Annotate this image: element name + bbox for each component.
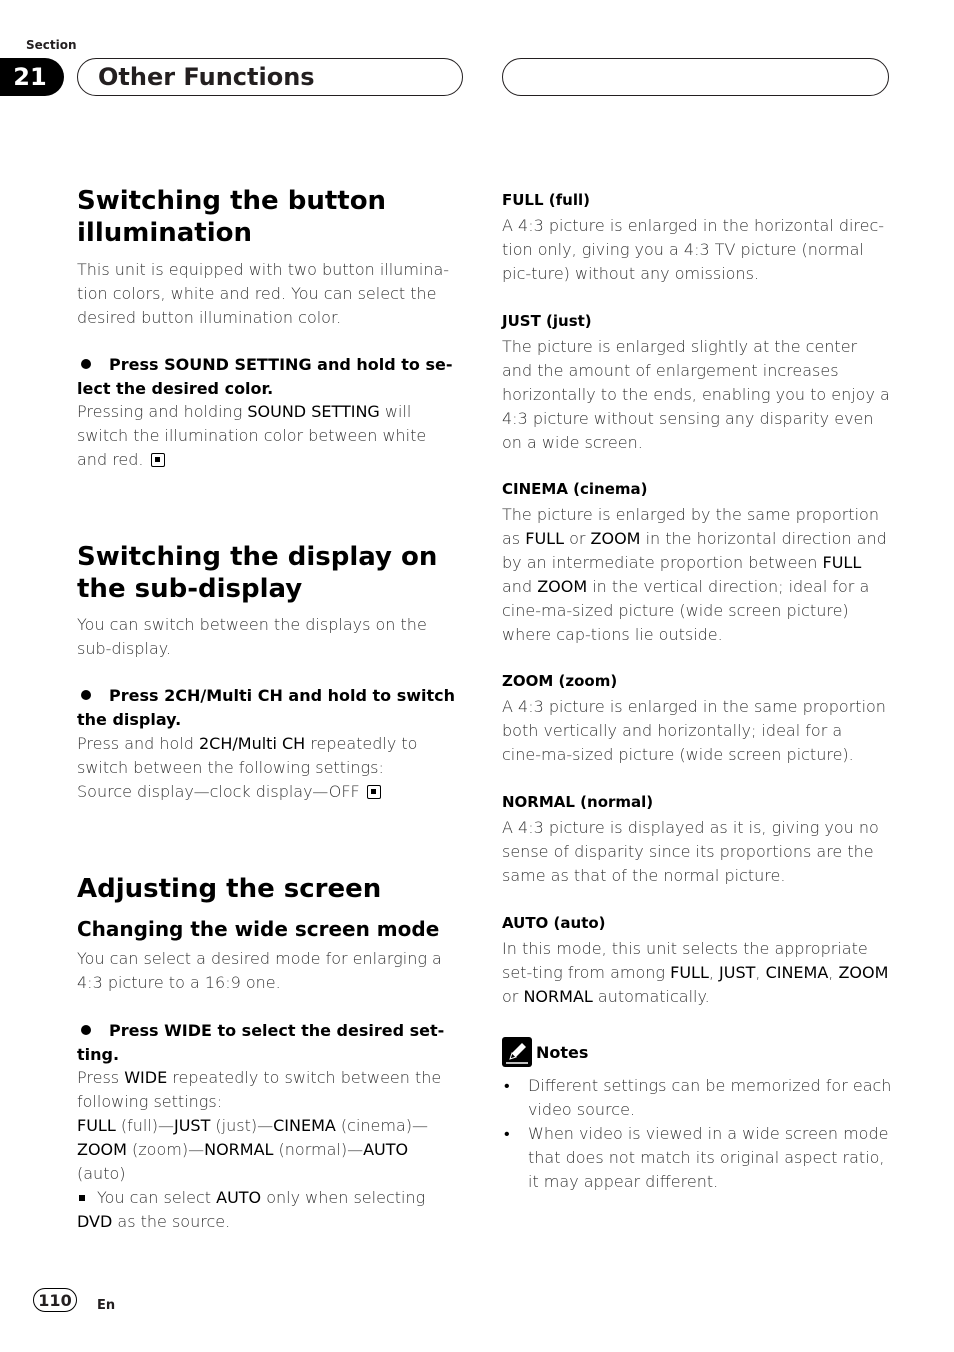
step-instruction (77, 1019, 457, 1067)
text: , (708, 963, 720, 982)
text: and (502, 577, 538, 596)
bold-term: ZOOM (537, 577, 588, 596)
text: (just)— (210, 1116, 274, 1135)
bold-term: CINEMA (765, 963, 829, 982)
mode-heading-zoom: ZOOM (zoom) (502, 672, 618, 690)
note-item: • When video is viewed in a wide screen mode that does not match its original aspect ratio, it may appear different. (502, 1122, 892, 1194)
text: Press (77, 1068, 125, 1087)
note-item: • Different settings can be memorized for each video source. (502, 1074, 892, 1122)
section-title (77, 58, 463, 96)
section-title-text: Other Functions (98, 63, 315, 91)
square-bullet-icon (79, 1195, 85, 1201)
mode-normal: NORMAL (204, 1140, 274, 1159)
notes-list (502, 1074, 892, 1194)
intro-paragraph: This unit is equipped with two button illumina-tion colors, white and red. You can select the desired button illumination color. (77, 260, 450, 327)
mode-zoom: ZOOM (77, 1140, 127, 1159)
text: , (755, 963, 766, 982)
bullet-icon (81, 1025, 91, 1035)
pencil-note-icon (502, 1037, 532, 1067)
intro-paragraph: You can switch between the displays on the sub-display. (77, 615, 427, 658)
text: only when selecting (261, 1188, 426, 1207)
heading-line: Switching the button (77, 186, 387, 216)
page-number: 110 (33, 1288, 77, 1312)
step-text: Press SOUND SETTING and hold to se-lect the desired color. (77, 355, 453, 398)
text: automatically. (592, 987, 710, 1006)
mode-desc-auto (502, 937, 892, 1009)
mode-desc-full: A 4:3 picture is enlarged in the horizontal direc-tion only, giving you a 4:3 TV picture (normal pic-ture) without any omissions. (502, 216, 885, 283)
text: in the vertical direction; ideal for a cine-ma-sized picture (wide screen picture) where cap-tions lie outside. (502, 577, 870, 644)
heading-sub-display (77, 541, 437, 605)
bullet-icon (81, 690, 91, 700)
text: repeatedly to switch between the following settings: (77, 1068, 442, 1111)
step-instruction (77, 684, 467, 732)
bold-term: 2CH/Multi CH (199, 734, 306, 753)
step-instruction (77, 353, 457, 401)
step-body (77, 732, 457, 804)
bold-term: WIDE (124, 1068, 168, 1087)
heading-line: the sub-display (77, 574, 303, 604)
step-body (77, 1066, 461, 1186)
text: (full)— (115, 1116, 174, 1135)
mode-heading-full: FULL (full) (502, 191, 590, 209)
text: In this mode, this unit selects the appropriate set-ting from among (502, 939, 868, 982)
mode-full: FULL (77, 1116, 116, 1135)
text: or (502, 987, 524, 1006)
header-empty-box (502, 58, 889, 96)
mode-desc-just: The picture is enlarged slightly at the center and the amount of enlargement increases horizontally to the ends, enabling you to enjoy a 4:3 picture without sensing any disparity even on a wide screen. (502, 337, 890, 452)
text: (zoom)— (126, 1140, 205, 1159)
bold-term: ZOOM (590, 529, 641, 548)
step-text: Press 2CH/Multi CH and hold to switch the display. (77, 686, 456, 729)
language-code: En (97, 1298, 116, 1313)
text: repeatedly to switch between the following settings: (77, 734, 418, 777)
text: Press and hold (77, 734, 199, 753)
text: in the horizontal direction and by an intermediate proportion between (502, 529, 887, 572)
step-text: Press WIDE to select the desired set-ting. (77, 1021, 445, 1064)
section-number: 21 (0, 58, 64, 96)
bold-term: FULL (822, 553, 862, 572)
notes-header (502, 1037, 588, 1067)
text: or (563, 529, 591, 548)
text: (cinema)— (335, 1116, 429, 1135)
mode-cinema: CINEMA (273, 1116, 336, 1135)
bullet-icon (81, 359, 91, 369)
text: Pressing and holding (77, 402, 248, 421)
text: The picture is enlarged by the same proportion as (502, 505, 879, 548)
mode-auto: AUTO (363, 1140, 409, 1159)
sequence-text: Source display—clock display—OFF (77, 782, 360, 801)
step-body (77, 400, 457, 472)
end-of-section-icon (367, 785, 381, 799)
mode-desc-normal: A 4:3 picture is displayed as it is, giving you no sense of disparity since its proportions are the same as that of the normal picture. (502, 818, 879, 885)
heading-adjusting-screen: Adjusting the screen (77, 874, 382, 904)
heading-line: illumination (77, 218, 253, 248)
heading-button-illumination (77, 185, 386, 249)
bold-term: SOUND SETTING (247, 402, 380, 421)
text: You can select (97, 1188, 217, 1207)
bold-term: DVD (77, 1212, 113, 1231)
mode-desc-cinema (502, 503, 892, 647)
text: , (828, 963, 839, 982)
mode-just: JUST (173, 1116, 211, 1135)
bold-term: ZOOM (838, 963, 889, 982)
end-of-section-icon (151, 453, 165, 467)
text: (auto) (77, 1164, 126, 1183)
mode-desc-zoom: A 4:3 picture is enlarged in the same proportion both vertically and horizontally; ideal for a cine-ma-sized picture (wide screen picture). (502, 697, 886, 764)
mode-heading-normal: NORMAL (normal) (502, 793, 654, 811)
subheading-wide-mode: Changing the wide screen mode (77, 917, 440, 941)
heading-line: Switching the display on (77, 542, 438, 572)
bold-term: AUTO (216, 1188, 262, 1207)
bold-term: FULL (525, 529, 564, 548)
bold-term: NORMAL (523, 987, 593, 1006)
bold-term: FULL (670, 963, 709, 982)
small-note (77, 1186, 457, 1234)
notes-title: Notes (536, 1042, 589, 1062)
intro-paragraph: You can select a desired mode for enlarging a 4:3 picture to a 16:9 one. (77, 949, 442, 992)
mode-heading-auto: AUTO (auto) (502, 914, 606, 932)
mode-heading-just: JUST (just) (502, 312, 592, 330)
mode-heading-cinema: CINEMA (cinema) (502, 480, 648, 498)
bold-term: JUST (719, 963, 756, 982)
text: will switch the illumination color between white and red. (77, 402, 427, 469)
text: (normal)— (273, 1140, 364, 1159)
section-label: Section (26, 38, 77, 52)
text: as the source. (112, 1212, 231, 1231)
